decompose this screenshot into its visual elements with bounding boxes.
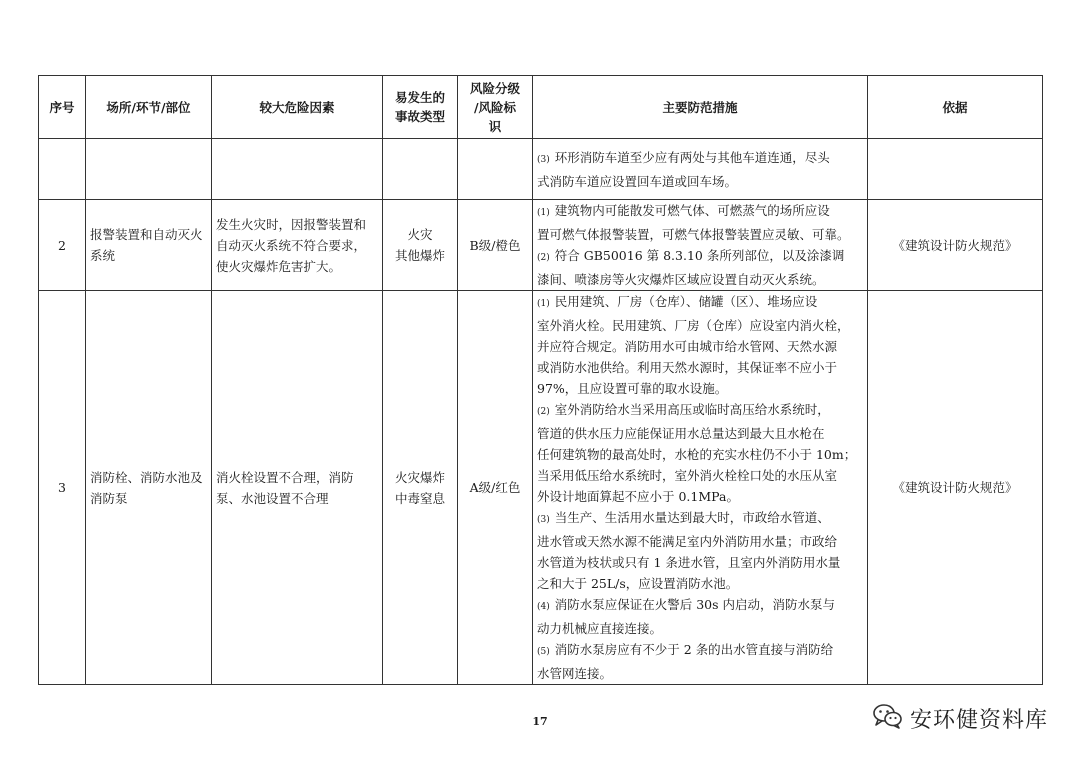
cell-risk: A级/红色: [458, 291, 533, 685]
measure-line: (2) 室外消防给水当采用高压或临时高压给水系统时，: [537, 402, 830, 417]
table-header: [39, 76, 1043, 139]
cell-location: [86, 139, 212, 200]
watermark: [873, 703, 1048, 733]
accident-line-2: 其他爆炸: [394, 248, 445, 263]
measure-line: (4) 消防水泵应保证在火警后 30s 内启动，消防水泵与: [537, 597, 836, 612]
measure-number: (2): [537, 407, 550, 417]
cell-measures: [533, 200, 868, 291]
measure-number: (3): [537, 154, 550, 165]
measure-line: 当采用低压给水系统时，室外消火栓栓口处的水压从室: [537, 468, 838, 483]
header-accident-line-1: 易发生的: [394, 90, 445, 105]
measure-number: (2): [537, 253, 550, 263]
watermark-text: 安环健资料库: [909, 707, 1048, 733]
cell-hazard: 发生火灾时，因报警装置和自动灭火系统不符合要求，使火灾爆炸危害扩大。: [212, 200, 383, 291]
cell-measures: [533, 139, 868, 200]
measure-line: (2) 符合 GB50016 第 8.3.10 条所列部位，以及涂漆调: [537, 248, 845, 263]
measure-line: 水管道为枝状或只有 1 条进水管，且室内外消防用水量: [537, 555, 841, 570]
cell-hazard: [212, 139, 383, 200]
cell-accident-type: [383, 291, 458, 685]
cell-basis: 《建筑设计防火规范》: [868, 200, 1043, 291]
header-accident-type: [383, 76, 458, 139]
measure-line: 任何建筑物的最高处时，水枪的充实水柱仍不小于 10m；: [537, 447, 857, 462]
measure-number: (1): [537, 208, 550, 218]
measure-line: 或消防水池供给。利用天然水源时，其保证率不应小于: [537, 360, 838, 375]
measure-number: (4): [537, 602, 550, 612]
measure-line: (1) 民用建筑、厂房（仓库）、储罐（区）、堆场应设: [537, 294, 818, 309]
table-row: [39, 139, 1043, 200]
measure-line: 之和大于 25L/s，应设置消防水池。: [537, 576, 739, 591]
measure-line: 式消防车道应设置回车道或回车场。: [537, 173, 738, 189]
cell-basis: [868, 139, 1043, 200]
header-location: 场所/环节/部位: [86, 76, 212, 139]
measure-line: (5) 消防水泵房应有不少于 2 条的出水管直接与消防给: [537, 642, 834, 657]
cell-location: 消防栓、消防水池及消防泵: [86, 291, 212, 685]
measure-line: 管道的供水压力应能保证用水总量达到最大且水枪在: [537, 426, 825, 441]
measure-line: (1) 建筑物内可能散发可燃气体、可燃蒸气的场所应设: [537, 203, 830, 218]
measure-number: (3): [537, 515, 550, 525]
cell-no: 3: [39, 291, 86, 685]
measure-line: 动力机械应直接连接。: [537, 621, 663, 636]
cell-accident-type: [383, 200, 458, 291]
header-risk-level: [458, 76, 533, 139]
cell-hazard: 消火栓设置不合理，消防泵、水池设置不合理: [212, 291, 383, 685]
page-number: 17: [532, 715, 548, 728]
measure-line: 并应符合规定。消防用水可由城市给水管网、天然水源: [537, 339, 838, 354]
header-measures: 主要防范措施: [533, 76, 868, 139]
measure-line: (3) 环形消防车道至少应有两处与其他车道连通，尽头: [537, 149, 830, 165]
cell-measures: [533, 291, 868, 685]
header-hazard: 较大危险因素: [212, 76, 383, 139]
measure-number: (1): [537, 299, 550, 309]
header-risk-line-2: /风险标: [473, 99, 517, 115]
measure-line: (3) 当生产、生活用水量达到最大时，市政给水管道、: [537, 510, 830, 525]
measure-line: 室外消火栓。民用建筑、厂房（仓库）应设室内消火栓，: [537, 318, 850, 333]
cell-no: 2: [39, 200, 86, 291]
measure-line: 外设计地面算起不应小于 0.1MPa。: [537, 489, 739, 504]
header-risk-line-1: 风险分级: [469, 80, 520, 96]
accident-line-1: 火灾: [407, 227, 433, 242]
header-basis: 依据: [868, 76, 1043, 139]
measure-line: 进水管或天然水源不能满足室内外消防用水量；市政给: [537, 534, 838, 549]
measure-line: 置可燃气体报警装置，可燃气体报警装置应灵敏、可靠。: [537, 227, 850, 242]
accident-line-2: 中毒窒息: [394, 490, 445, 506]
measure-line: 97%，且应设置可靠的取水设施。: [537, 381, 728, 396]
cell-basis: 《建筑设计防火规范》: [868, 291, 1043, 685]
header-risk-line-3: 识: [488, 118, 502, 134]
wechat-icon: [873, 703, 903, 733]
cell-accident-type: [383, 139, 458, 200]
header-no: 序号: [39, 76, 86, 139]
cell-location: 报警装置和自动灭火系统: [86, 200, 212, 291]
cell-risk: B级/橙色: [458, 200, 533, 291]
table-row: [39, 291, 1043, 685]
header-accident-line-2: 事故类型: [394, 109, 445, 124]
measure-line: 漆间、喷漆房等火灾爆炸区域应设置自动灭火系统。: [537, 272, 825, 287]
measure-number: (5): [537, 647, 550, 657]
cell-no: [39, 139, 86, 200]
accident-line-1: 火灾爆炸: [394, 469, 445, 485]
measure-line: 水管网连接。: [537, 666, 613, 681]
table-row: [39, 200, 1043, 291]
risk-table: [38, 75, 1043, 685]
cell-risk: [458, 139, 533, 200]
